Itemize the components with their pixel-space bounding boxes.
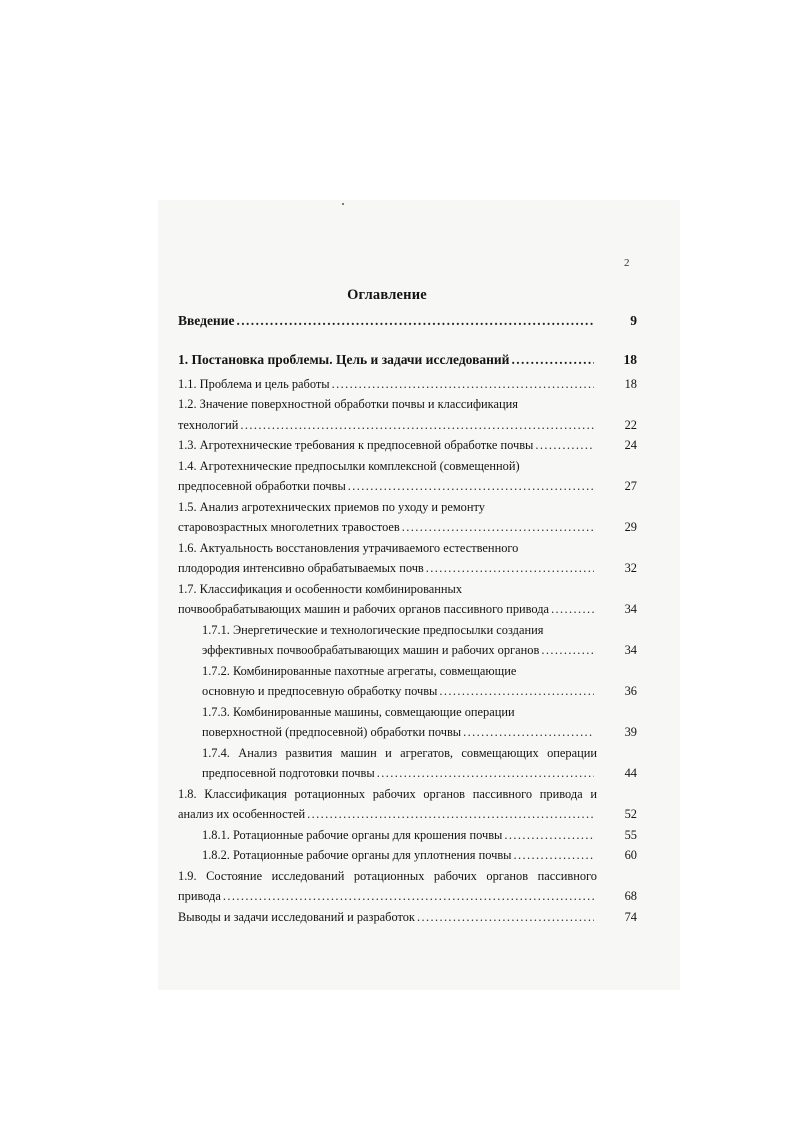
- toc-entry-text: 1.7.3. Комбинированные машины, совмещающие операции: [202, 705, 515, 719]
- toc-entry-1-8-line1[interactable]: [178, 784, 597, 804]
- toc-page-number: 36: [624, 684, 637, 698]
- toc-entry-1-7-1[interactable]: [178, 640, 637, 660]
- toc-entry-1-6[interactable]: [178, 558, 637, 578]
- toc-page-number: 60: [624, 848, 637, 862]
- toc-entry-text: 1.7. Классификация и особенности комбинированных: [178, 582, 463, 596]
- toc-entry-text: 1.7.4. Анализ развития машин и агрегатов, совмещающих операции: [202, 746, 597, 760]
- toc-leader-dots: [240, 415, 594, 435]
- toc-page-number: 68: [624, 889, 637, 903]
- toc-page-number: 32: [624, 561, 637, 575]
- toc-entry-text: плодородия интенсивно обрабатываемых почв: [178, 561, 424, 575]
- toc-entry-1-7-4[interactable]: [178, 763, 637, 783]
- toc-entry-intro[interactable]: [178, 311, 637, 331]
- toc-leader-dots: [402, 517, 594, 537]
- toc-page-number: 18: [623, 352, 637, 367]
- toc-leader-dots: [439, 681, 594, 701]
- toc-entry-text: 1.8. Классификация ротационных рабочих органов пассивного привода и: [178, 787, 597, 801]
- toc-entry-1-2[interactable]: [178, 415, 637, 435]
- toc-page-number: 44: [624, 766, 637, 780]
- toc-entry-text: технологий: [178, 418, 239, 432]
- toc-entry-text: 1.5. Анализ агротехнических приемов по уходу и ремонту: [178, 500, 485, 514]
- toc-page-number: 29: [624, 520, 637, 534]
- toc-entry-1-7-3[interactable]: [178, 722, 637, 742]
- toc-page-number: 18: [624, 377, 637, 391]
- toc-entry-text: 1.8.2. Ротационные рабочие органы для уплотнения почвы: [202, 848, 512, 862]
- toc-page-number: 55: [624, 828, 637, 842]
- toc-entry-text: анализ их особенностей: [178, 807, 306, 821]
- toc-leader-dots: [514, 845, 595, 865]
- toc-entry-text: старовозрастных многолетних травостоев: [178, 520, 400, 534]
- toc-entry-1-7-2-line1[interactable]: [178, 661, 637, 681]
- toc-entry-1-6-line1[interactable]: [178, 538, 637, 558]
- toc-entry-1-9[interactable]: [178, 886, 637, 906]
- toc-leader-dots: [504, 825, 594, 845]
- toc-entry-1-8[interactable]: [178, 804, 637, 824]
- toc-entry-1-9-line1[interactable]: [178, 866, 597, 886]
- toc-entry-1-4-line1[interactable]: [178, 456, 637, 476]
- toc-page-number: 24: [624, 438, 637, 452]
- toc-leader-dots: [223, 886, 594, 906]
- toc-entry-text: поверхностной (предпосевной) обработки почвы: [202, 725, 462, 739]
- toc-entry-text: 1.1. Проблема и цель работы: [178, 377, 330, 391]
- toc-page-number: 74: [624, 910, 637, 924]
- toc-entry-text: Выводы и задачи исследований и разработок: [178, 910, 415, 924]
- toc-leader-dots: [348, 476, 594, 496]
- toc-leader-dots: [236, 311, 594, 331]
- toc-leader-dots: [511, 350, 594, 370]
- toc-leader-dots: [332, 374, 594, 394]
- toc-entry-1-5[interactable]: [178, 517, 637, 537]
- toc-entry-1-7-4-line1[interactable]: [178, 743, 597, 763]
- toc-entry-1-7-2[interactable]: [178, 681, 637, 701]
- toc-entry-1-5-line1[interactable]: [178, 497, 637, 517]
- toc-entry-text: предпосевной подготовки почвы: [202, 766, 375, 780]
- toc-entry-1[interactable]: [178, 350, 637, 370]
- toc-entry-1-7-1-line1[interactable]: [178, 620, 637, 640]
- toc-leader-dots: [541, 640, 594, 660]
- toc-leader-dots: [535, 435, 594, 455]
- toc-page-number: 27: [624, 479, 637, 493]
- toc-entry-conclusions[interactable]: [178, 907, 637, 927]
- page-number: 2: [624, 257, 630, 269]
- toc-entry-1-8-2[interactable]: [178, 845, 637, 865]
- toc-entry-text: 1.3. Агротехнические требования к предпосевной обработке почвы: [178, 438, 534, 452]
- toc-entry-text: 1.7.2. Комбинированные пахотные агрегаты, совмещающие: [202, 664, 517, 678]
- toc-title: Оглавление: [347, 287, 427, 303]
- toc-entry-text: 1.7.1. Энергетические и технологические предпосылки создания: [202, 623, 544, 637]
- toc-entry-text: основную и предпосевную обработку почвы: [202, 684, 438, 698]
- toc-leader-dots: [551, 599, 594, 619]
- toc-entry-1-8-1[interactable]: [178, 825, 637, 845]
- toc-entry-text: 1.4. Агротехнические предпосылки комплексной (совмещенной): [178, 459, 520, 473]
- toc-entry-1-1[interactable]: [178, 374, 637, 394]
- toc-entry-1-7-3-line1[interactable]: [178, 702, 637, 722]
- toc-page-number: 9: [630, 313, 637, 328]
- toc-page-number: 39: [624, 725, 637, 739]
- toc-leader-dots: [426, 558, 594, 578]
- toc-entry-text: привода: [178, 889, 221, 903]
- table-of-contents: [178, 0, 637, 1124]
- toc-entry-text: 1. Постановка проблемы. Цель и задачи исследований: [178, 352, 510, 367]
- toc-entry-1-7-line1[interactable]: [178, 579, 637, 599]
- toc-entry-text: 1.6. Актуальность восстановления утрачиваемого естественного: [178, 541, 519, 555]
- toc-entry-text: 1.9. Состояние исследований ротационных рабочих органов пассивного: [178, 869, 597, 883]
- toc-page-number: 22: [624, 418, 637, 432]
- toc-entry-text: Введение: [178, 313, 235, 328]
- toc-entry-1-3[interactable]: [178, 435, 637, 455]
- toc-page-number: 34: [624, 643, 637, 657]
- toc-entry-1-2-line1[interactable]: [178, 394, 637, 414]
- toc-entry-1-7[interactable]: [178, 599, 637, 619]
- toc-leader-dots: [307, 804, 594, 824]
- toc-entry-1-4[interactable]: [178, 476, 637, 496]
- toc-entry-text: 1.8.1. Ротационные рабочие органы для крошения почвы: [202, 828, 503, 842]
- toc-leader-dots: [463, 722, 594, 742]
- toc-entry-text: 1.2. Значение поверхностной обработки почвы и классификация: [178, 397, 518, 411]
- toc-leader-dots: [417, 907, 594, 927]
- toc-leader-dots: [377, 763, 594, 783]
- toc-entry-text: предпосевной обработки почвы: [178, 479, 346, 493]
- toc-entry-text: эффективных почвообрабатывающих машин и рабочих органов: [202, 643, 540, 657]
- toc-page-number: 52: [624, 807, 637, 821]
- toc-page-number: 34: [624, 602, 637, 616]
- toc-entry-text: почвообрабатывающих машин и рабочих органов пассивного привода: [178, 602, 550, 616]
